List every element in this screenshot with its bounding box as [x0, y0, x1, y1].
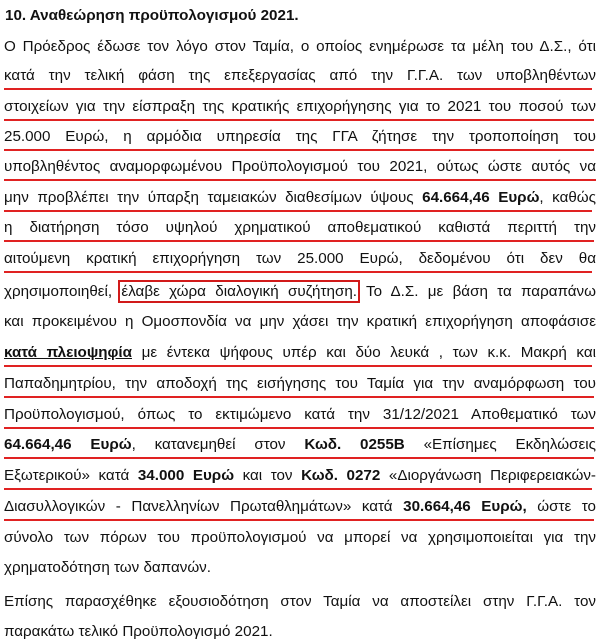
text-line: και προκειμένου η Ομοσπονδία να μην χάσει την κρατική επιχορήγηση αποφάσισε: [4, 313, 596, 330]
text-span: «Επίσημες Εκδηλώσεις: [423, 436, 596, 453]
decision-text: κατά πλειοψηφία: [4, 344, 132, 361]
text-line: Παπαδημητρίου, την αποδοχή της εισήγησης του Ταμία για την αναμόρφωση του: [4, 375, 596, 392]
text-line: η διατήρηση τόσο υψηλού χρηματικού αποθεματικού καθιστά περιττή την: [4, 219, 596, 236]
amount-text: 64.664,46 Ευρώ: [422, 189, 540, 206]
text-line: χρηματοδότηση των δαπανών.: [4, 559, 211, 576]
text-line: αιτούμενη κρατική επιχορήγηση των 25.000 Ευρώ, δεδομένου ότι δεν θα: [4, 250, 596, 267]
text-line: [4, 466, 596, 486]
text-line: [4, 188, 596, 208]
red-underline: [4, 210, 592, 212]
text-line: υποβληθέντος αναμορφωμένου Προϋπολογισμού του 2021, ούτως ώστε αυτός να: [4, 158, 596, 175]
red-underline: [4, 271, 592, 273]
text-span: και τον: [242, 467, 293, 484]
text-line: [4, 343, 596, 363]
code-text: Κωδ. 0255Β: [304, 436, 405, 453]
amount-text: 30.664,46 Ευρώ,: [403, 498, 527, 515]
text-span: , κατανεμηθεί στον: [131, 436, 286, 453]
text-span: Διασυλλογικών - Πανελληνίων Πρωταθλημάτων» κατά: [4, 498, 393, 515]
red-underline: [4, 427, 594, 429]
section-heading: 10. Αναθεώρηση προϋπολογισμού 2021.: [5, 7, 299, 24]
text-span: με έντεκα ψήφους υπέρ και δύο λευκά , των κ.κ. Μακρή και: [141, 344, 596, 361]
red-underline: [4, 88, 592, 90]
text-span: μην προβλέπει την ύπαρξη ταμειακών διαθεσίμων ύψους: [4, 189, 414, 206]
red-underline: [4, 519, 594, 521]
text-line: Ο Πρόεδρος έδωσε τον λόγο στον Ταμία, ο οποίος ενημέρωσε τα μέλη του Δ.Σ., ότι: [4, 38, 596, 55]
text-line: Προϋπολογισμού, όπως το εκτιμώμενο κατά την 31/12/2021 Αποθεματικό των: [4, 406, 596, 423]
text-span: ώστε το: [537, 498, 596, 515]
text-span: Το Δ.Σ. με βάση τα παραπάνω: [366, 283, 596, 300]
red-underline: [4, 365, 592, 367]
highlighted-phrase-box: έλαβε χώρα διαλογική συζήτηση.: [121, 283, 357, 300]
red-underline: [4, 179, 596, 181]
text-line: κατά την τελική φάση της επεξεργασίας από την Γ.Γ.Α. των υποβληθέντων: [4, 67, 596, 84]
red-underline: [4, 457, 594, 459]
red-underline: [4, 240, 594, 242]
code-text: Κωδ. 0272: [301, 467, 381, 484]
text-span: χρησιμοποιηθεί,: [4, 283, 113, 300]
text-line: [4, 282, 596, 302]
red-underline: [4, 149, 594, 151]
text-span: «Διοργάνωση Περιφερειακών-: [388, 467, 596, 484]
text-line: 25.000 Ευρώ, η αρμόδια υπηρεσία της ΓΓΑ ζήτησε την τροποποίηση του: [4, 128, 596, 145]
text-line: [4, 497, 596, 517]
text-line: παρακάτω τελικό Προϋπολογισμό 2021.: [4, 623, 273, 640]
text-span: , καθώς: [539, 189, 596, 206]
red-underline: [4, 396, 594, 398]
amount-text: 34.000 Ευρώ: [137, 467, 235, 484]
text-line: στοιχείων για την είσπραξη της κρατικής επιχορήγησης για το 2021 του ποσού των: [4, 98, 596, 115]
red-underline: [4, 119, 594, 121]
amount-text: 64.664,46 Ευρώ: [4, 436, 132, 453]
text-span: Εξωτερικού» κατά: [4, 467, 130, 484]
text-line: σύνολο των πόρων του προϋπολογισμού να μπορεί να χρησιμοποιείται για την: [4, 529, 596, 546]
text-line: [4, 435, 596, 455]
red-underline: [4, 488, 592, 490]
text-line: Επίσης παρασχέθηκε εξουσιοδότηση στον Ταμία να αποστείλει στην Γ.Γ.Α. τον: [4, 593, 596, 610]
